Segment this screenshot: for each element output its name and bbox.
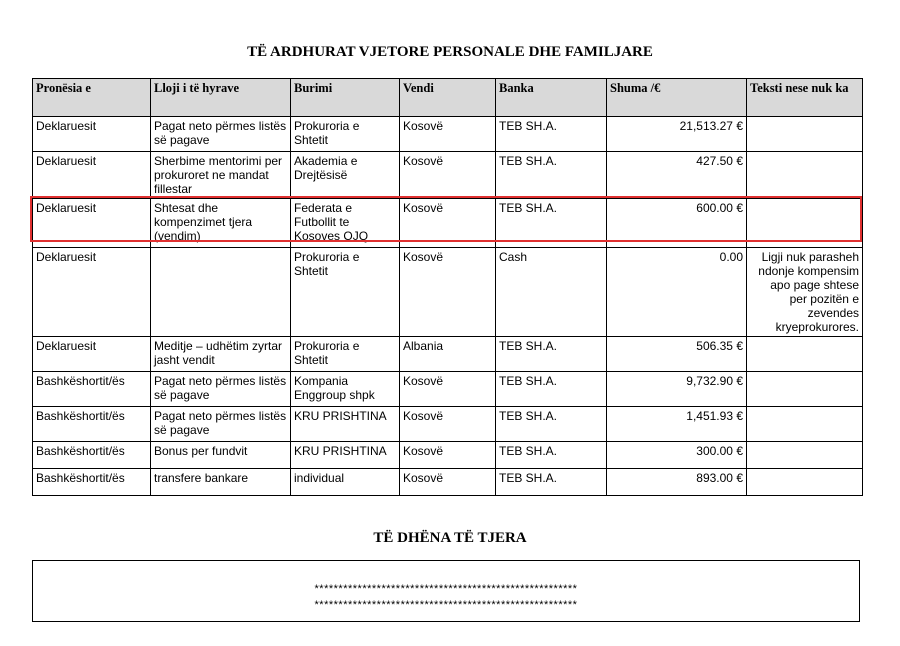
cell-owner: Deklaruesit xyxy=(33,248,151,337)
table-row xyxy=(33,372,863,407)
cell-bank: TEB SH.A. xyxy=(496,442,607,469)
cell-amount: 0.00 xyxy=(607,248,747,337)
table-header-row xyxy=(33,79,863,117)
cell-owner: Bashkëshortit/ës xyxy=(33,407,151,442)
masked-text-line: ******************************************************* xyxy=(314,599,578,611)
col-header-type: Lloji i të hyrave xyxy=(151,79,291,117)
cell-source: Prokuroria e Shtetit xyxy=(291,117,400,152)
cell-type: Meditje – udhëtim zyrtar jasht vendit xyxy=(151,337,291,372)
cell-source: KRU PRISHTINA xyxy=(291,442,400,469)
cell-note xyxy=(747,152,863,199)
cell-source: individual xyxy=(291,469,400,496)
cell-type: Shtesat dhe kompenzimet tjera (vendim) xyxy=(151,199,291,248)
cell-country: Kosovë xyxy=(400,117,496,152)
cell-bank: TEB SH.A. xyxy=(496,199,607,248)
cell-amount: 9,732.90 € xyxy=(607,372,747,407)
col-header-bank: Banka xyxy=(496,79,607,117)
masked-text-line: ******************************************************* xyxy=(314,583,578,595)
cell-bank: TEB SH.A. xyxy=(496,372,607,407)
cell-note xyxy=(747,442,863,469)
cell-amount: 1,451.93 € xyxy=(607,407,747,442)
cell-owner: Deklaruesit xyxy=(33,199,151,248)
table-row-highlighted xyxy=(33,199,863,248)
table-row xyxy=(33,337,863,372)
table-row xyxy=(33,152,863,199)
cell-amount: 893.00 € xyxy=(607,469,747,496)
col-header-note: Teksti nese nuk ka xyxy=(747,79,863,117)
cell-note xyxy=(747,469,863,496)
cell-amount: 427.50 € xyxy=(607,152,747,199)
cell-amount: 21,513.27 € xyxy=(607,117,747,152)
cell-bank: TEB SH.A. xyxy=(496,117,607,152)
cell-bank: TEB SH.A. xyxy=(496,469,607,496)
cell-note xyxy=(747,372,863,407)
cell-owner: Bashkëshortit/ës xyxy=(33,469,151,496)
other-info-box xyxy=(32,560,860,622)
cell-country: Kosovë xyxy=(400,152,496,199)
cell-bank: TEB SH.A. xyxy=(496,337,607,372)
col-header-source: Burimi xyxy=(291,79,400,117)
other-section-title: TË DHËNA TË TJERA xyxy=(373,530,527,546)
cell-country: Kosovë xyxy=(400,372,496,407)
cell-bank: TEB SH.A. xyxy=(496,152,607,199)
cell-country: Kosovë xyxy=(400,248,496,337)
cell-type: Pagat neto përmes listës së pagave xyxy=(151,117,291,152)
cell-amount: 506.35 € xyxy=(607,337,747,372)
cell-note xyxy=(747,199,863,248)
table-row xyxy=(33,117,863,152)
cell-country: Albania xyxy=(400,337,496,372)
table-row xyxy=(33,407,863,442)
cell-owner: Deklaruesit xyxy=(33,152,151,199)
cell-type xyxy=(151,248,291,337)
cell-owner: Deklaruesit xyxy=(33,117,151,152)
cell-source: KRU PRISHTINA xyxy=(291,407,400,442)
cell-country: Kosovë xyxy=(400,407,496,442)
cell-owner: Deklaruesit xyxy=(33,337,151,372)
cell-note xyxy=(747,407,863,442)
cell-country: Kosovë xyxy=(400,199,496,248)
cell-type: Pagat neto përmes listës së pagave xyxy=(151,407,291,442)
table-row xyxy=(33,248,863,337)
income-table xyxy=(32,78,863,496)
cell-owner: Bashkëshortit/ës xyxy=(33,372,151,407)
col-header-amount: Shuma /€ xyxy=(607,79,747,117)
table-row xyxy=(33,469,863,496)
cell-bank: Cash xyxy=(496,248,607,337)
cell-type: Bonus per fundvit xyxy=(151,442,291,469)
cell-country: Kosovë xyxy=(400,442,496,469)
col-header-country: Vendi xyxy=(400,79,496,117)
table-row xyxy=(33,442,863,469)
cell-source: Prokuroria e Shtetit xyxy=(291,337,400,372)
cell-amount: 600.00 € xyxy=(607,199,747,248)
cell-type: Sherbime mentorimi per prokuroret ne mandat fillestar xyxy=(151,152,291,199)
cell-note xyxy=(747,117,863,152)
cell-bank: TEB SH.A. xyxy=(496,407,607,442)
cell-source: Federata e Futbollit te Kosoves OJQ xyxy=(291,199,400,248)
cell-type: transfere bankare xyxy=(151,469,291,496)
section-title: TË ARDHURAT VJETORE PERSONALE DHE FAMILJARE xyxy=(247,44,653,60)
col-header-owner: Pronësia e xyxy=(33,79,151,117)
cell-source: Prokuroria e Shtetit xyxy=(291,248,400,337)
cell-note xyxy=(747,337,863,372)
cell-owner: Bashkëshortit/ës xyxy=(33,442,151,469)
cell-amount: 300.00 € xyxy=(607,442,747,469)
cell-type: Pagat neto përmes listës së pagave xyxy=(151,372,291,407)
cell-source: Kompania Enggroup shpk xyxy=(291,372,400,407)
cell-country: Kosovë xyxy=(400,469,496,496)
cell-source: Akademia e Drejtësisë xyxy=(291,152,400,199)
cell-note: Ligji nuk parasheh ndonje kompensim apo page shtese per pozitën e zevendes kryeprokurores. xyxy=(747,248,863,337)
